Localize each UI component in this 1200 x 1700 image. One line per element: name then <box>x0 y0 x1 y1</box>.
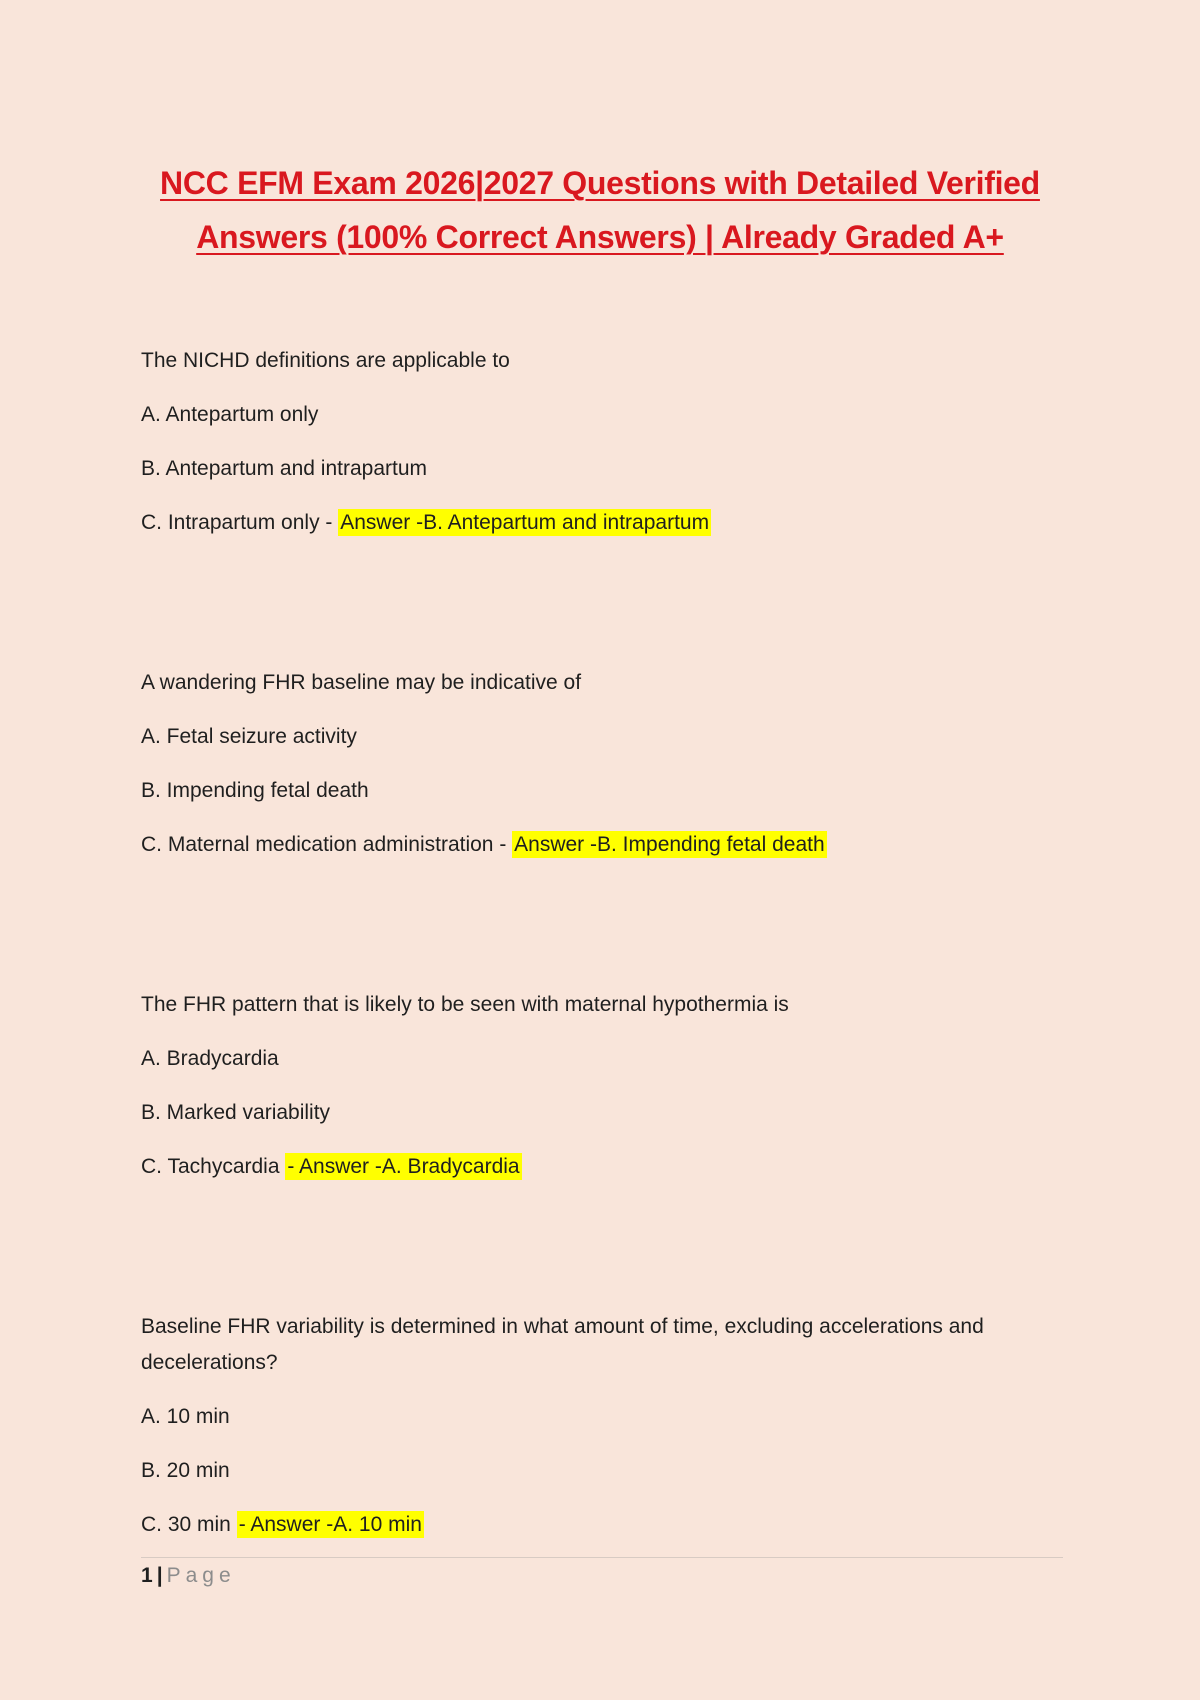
option-a: A. Antepartum only <box>141 403 319 426</box>
option-c-text: C. Tachycardia <box>141 1155 286 1178</box>
option-b: B. Antepartum and intrapartum <box>141 457 427 480</box>
option-b: B. Marked variability <box>141 1101 331 1124</box>
question-prompt: A wandering FHR baseline may be indicative of <box>141 671 582 694</box>
option-c <box>141 505 1041 541</box>
question-prompt: The FHR pattern that is likely to be seen with maternal hypothermia is <box>141 993 789 1016</box>
title-line-1: NCC EFM Exam 2026|2027 Questions with Detailed Verified <box>160 165 1040 201</box>
question-prompt: Baseline FHR variability is determined in what amount of time, excluding accelerations and decelerations? <box>141 1315 984 1374</box>
page-label: Page <box>166 1564 236 1587</box>
option-a: A. Fetal seizure activity <box>141 725 357 748</box>
option-c-text: C. Intrapartum only - <box>141 511 339 534</box>
question-prompt: The NICHD definitions are applicable to <box>141 349 510 372</box>
footer-divider <box>141 1557 1063 1558</box>
option-c-text: C. 30 min <box>141 1513 237 1536</box>
option-b: B. Impending fetal death <box>141 779 369 802</box>
document-title <box>120 156 1080 264</box>
answer-highlight: Answer -B. Antepartum and intrapartum <box>340 511 710 534</box>
footer-separator: | <box>156 1564 163 1587</box>
option-c <box>141 1507 1041 1543</box>
option-c <box>141 1149 1041 1185</box>
answer-highlight: - Answer -A. Bradycardia <box>287 1155 520 1178</box>
option-a: A. 10 min <box>141 1405 230 1428</box>
option-b: B. 20 min <box>141 1459 230 1482</box>
answer-highlight: Answer -B. Impending fetal death <box>514 833 825 856</box>
question-block <box>141 1309 1041 1561</box>
page-footer <box>141 1562 236 1590</box>
page-number: 1 <box>141 1564 153 1587</box>
option-c <box>141 827 1041 863</box>
question-block <box>141 665 1041 881</box>
question-block <box>141 987 1041 1203</box>
answer-highlight: - Answer -A. 10 min <box>238 1513 422 1536</box>
question-block <box>141 343 1041 559</box>
option-c-text: C. Maternal medication administration - <box>141 833 513 856</box>
option-a: A. Bradycardia <box>141 1047 279 1070</box>
title-line-2: Answers (100% Correct Answers) | Already Graded A+ <box>196 219 1004 255</box>
